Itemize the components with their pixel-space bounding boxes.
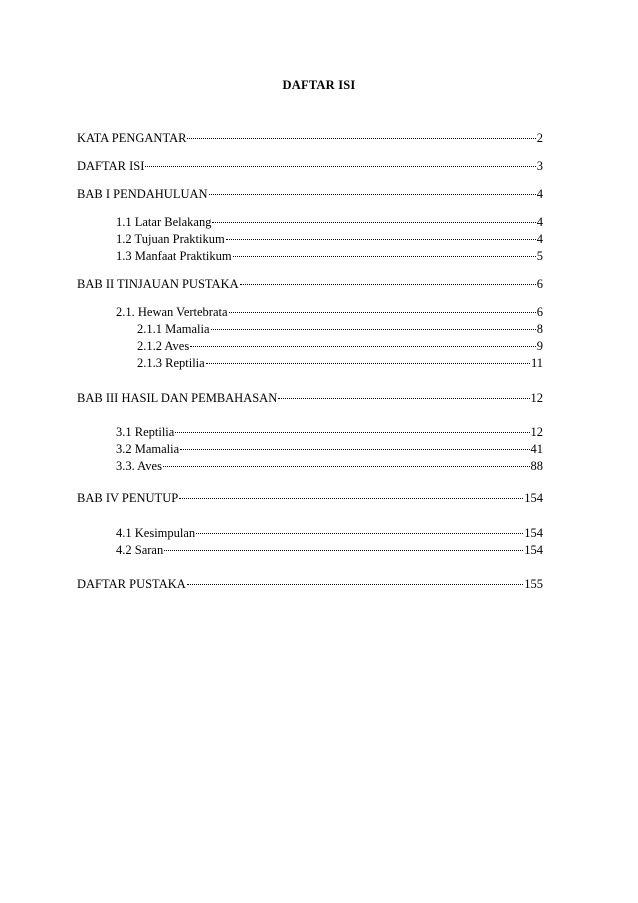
dot-leader xyxy=(180,448,529,450)
dot-leader xyxy=(187,137,535,139)
toc-entry-bab-2[interactable] xyxy=(77,277,543,292)
dot-leader xyxy=(278,397,529,399)
toc-entry-daftar-pustaka[interactable] xyxy=(77,577,543,592)
toc-entry-label: 3.3. Aves xyxy=(116,459,162,473)
toc-entry-label: 4.1 Kesimpulan xyxy=(116,526,196,540)
toc-entry-page-number: 4 xyxy=(536,232,543,246)
toc-entry-2-1[interactable] xyxy=(116,305,543,320)
toc-entry-label: 3.2 Mamalia xyxy=(116,442,180,456)
dot-leader xyxy=(212,221,535,223)
toc-entry-page-number: 5 xyxy=(536,249,543,263)
toc-entry-3-3[interactable] xyxy=(116,459,543,474)
toc-entry-label: 2.1.3 Reptilia xyxy=(137,356,205,370)
dot-leader xyxy=(187,583,523,585)
toc-entry-label: 1.3 Manfaat Praktikum xyxy=(116,249,232,263)
toc-entry-page-number: 88 xyxy=(530,459,543,473)
toc-entry-page-number: 155 xyxy=(524,577,543,591)
toc-entry-2-1-1[interactable] xyxy=(137,322,543,337)
toc-entry-label: DAFTAR PUSTAKA xyxy=(77,577,186,591)
toc-entry-page-number: 6 xyxy=(536,305,543,319)
toc-entry-page-number: 41 xyxy=(530,442,543,456)
toc-entry-2-1-3[interactable] xyxy=(137,356,543,371)
page-title: DAFTAR ISI xyxy=(282,78,356,92)
dot-leader xyxy=(179,497,523,499)
toc-entry-1-1[interactable] xyxy=(116,215,543,230)
toc-entry-label: 1.1 Latar Belakang xyxy=(116,215,212,229)
dot-leader xyxy=(196,532,523,534)
toc-entry-bab-3[interactable] xyxy=(77,391,543,406)
toc-entry-bab-1[interactable] xyxy=(77,187,543,202)
dot-leader xyxy=(233,255,536,257)
dot-leader xyxy=(211,328,536,330)
toc-entry-page-number: 4 xyxy=(536,215,543,229)
toc-entry-label: DAFTAR ISI xyxy=(77,159,145,173)
toc-entry-page-number: 12 xyxy=(530,425,543,439)
toc-entry-label: 3.1 Reptilia xyxy=(116,425,175,439)
dot-leader xyxy=(226,238,536,240)
toc-entry-daftar-isi[interactable] xyxy=(77,159,543,174)
dot-leader xyxy=(145,165,535,167)
toc-entry-label: BAB IV PENUTUP xyxy=(77,491,179,505)
toc-entry-label: BAB II TINJAUAN PUSTAKA xyxy=(77,277,239,291)
toc-entry-page-number: 154 xyxy=(524,526,543,540)
toc-entry-page-number: 4 xyxy=(536,187,543,201)
dot-leader xyxy=(163,465,530,467)
toc-entry-label: 4.2 Saran xyxy=(116,543,164,557)
dot-leader xyxy=(175,431,529,433)
toc-entry-3-2[interactable] xyxy=(116,442,543,457)
toc-entry-page-number: 9 xyxy=(536,339,543,353)
toc-entry-label: BAB I PENDAHULUAN xyxy=(77,187,208,201)
toc-entry-2-1-2[interactable] xyxy=(137,339,543,354)
toc-entry-bab-4[interactable] xyxy=(77,491,543,506)
dot-leader xyxy=(240,283,536,285)
toc-entry-4-2[interactable] xyxy=(116,543,543,558)
toc-entry-page-number: 8 xyxy=(536,322,543,336)
dot-leader xyxy=(190,345,536,347)
toc-entry-page-number: 154 xyxy=(524,491,543,505)
toc-entry-kata-pengantar[interactable] xyxy=(77,131,543,146)
toc-entry-label: 1.2 Tujuan Praktikum xyxy=(116,232,225,246)
toc-entry-page-number: 11 xyxy=(530,356,543,370)
toc-entry-page-number: 154 xyxy=(524,543,543,557)
toc-entry-1-3[interactable] xyxy=(116,249,543,264)
toc-entry-page-number: 12 xyxy=(530,391,543,405)
toc-entry-page-number: 3 xyxy=(536,159,543,173)
toc-entry-3-1[interactable] xyxy=(116,425,543,440)
toc-entry-page-number: 6 xyxy=(536,277,543,291)
toc-entry-4-1[interactable] xyxy=(116,526,543,541)
dot-leader xyxy=(209,193,536,195)
toc-entry-label: 2.1.2 Aves xyxy=(137,339,190,353)
dot-leader xyxy=(164,549,523,551)
toc-entry-label: KATA PENGANTAR xyxy=(77,131,187,145)
dot-leader xyxy=(206,362,530,364)
dot-leader xyxy=(229,311,536,313)
toc-entry-1-2[interactable] xyxy=(116,232,543,247)
toc-entry-page-number: 2 xyxy=(536,131,543,145)
toc-entry-label: 2.1. Hewan Vertebrata xyxy=(116,305,228,319)
toc-entry-label: BAB III HASIL DAN PEMBAHASAN xyxy=(77,391,278,405)
toc-entry-label: 2.1.1 Mamalia xyxy=(137,322,210,336)
